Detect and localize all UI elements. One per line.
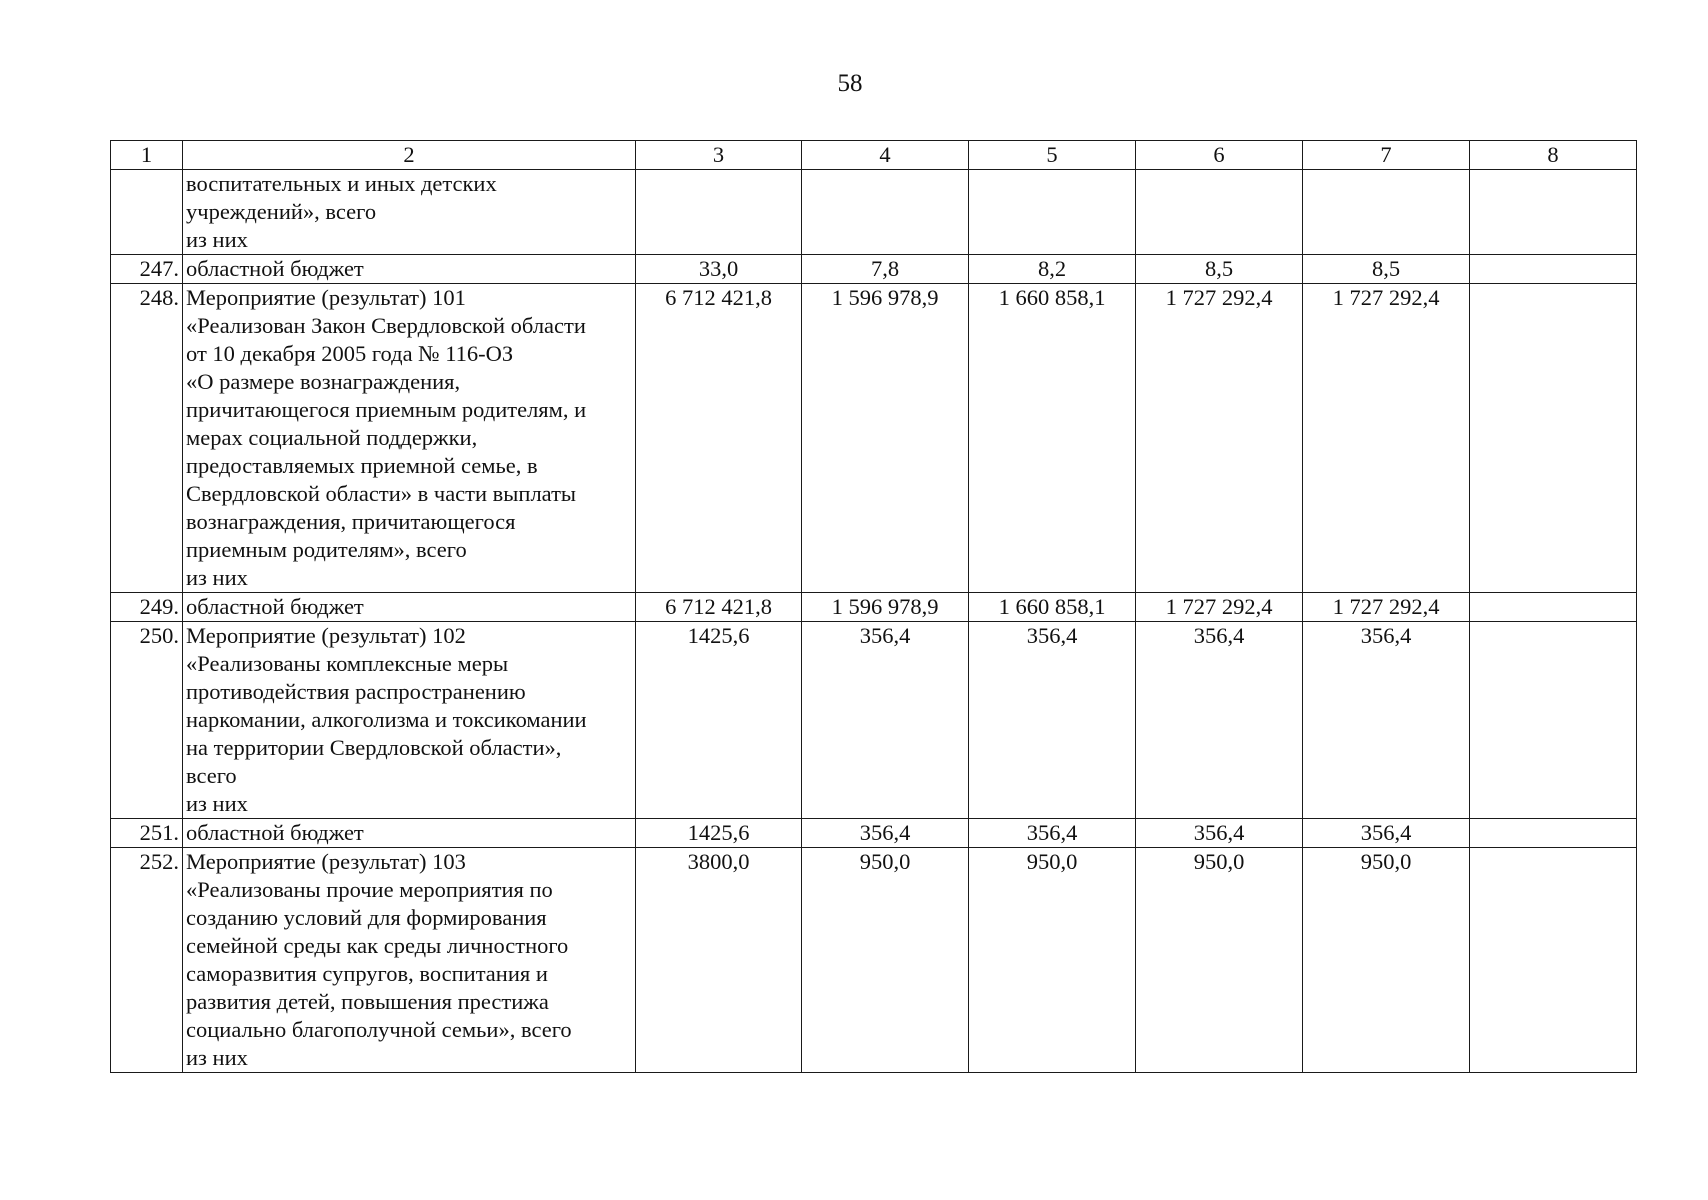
table-row — [111, 622, 1637, 819]
table-row — [111, 170, 1637, 255]
description-line: из них — [186, 1045, 248, 1070]
value-cell-col-7: 356,4 — [1303, 819, 1470, 848]
value-cell-col-4: 950,0 — [802, 848, 969, 1073]
description-line: учреждений», всего — [186, 199, 377, 224]
value-cell-col-5: 1 660 858,1 — [969, 284, 1136, 593]
value-cell-col-5: 950,0 — [969, 848, 1136, 1073]
page-number: 58 — [837, 70, 863, 97]
value-cell-col-4: 356,4 — [802, 622, 969, 819]
description-line: Свердловской области» в части выплаты — [186, 481, 577, 506]
value-cell-col-7: 1 727 292,4 — [1303, 284, 1470, 593]
description-line: на территории Свердловской области», — [186, 735, 562, 760]
value-cell-col-7 — [1303, 170, 1470, 255]
value-cell-col-8 — [1470, 255, 1637, 284]
row-description — [183, 593, 636, 622]
value-cell-col-4: 1 596 978,9 — [802, 593, 969, 622]
value-cell-col-5 — [969, 170, 1136, 255]
description-line: из них — [186, 227, 248, 252]
value-cell-col-6: 356,4 — [1136, 622, 1303, 819]
row-number: 248. — [111, 284, 183, 593]
row-number — [111, 170, 183, 255]
column-header: 4 — [802, 141, 969, 170]
description-line: «О размере вознаграждения, — [186, 369, 461, 394]
value-cell-col-5: 1 660 858,1 — [969, 593, 1136, 622]
row-number: 249. — [111, 593, 183, 622]
value-cell-col-3 — [636, 170, 802, 255]
budget-table — [110, 140, 1637, 1073]
value-cell-col-6: 950,0 — [1136, 848, 1303, 1073]
description-line: наркомании, алкоголизма и токсикомании — [186, 707, 587, 732]
row-number: 252. — [111, 848, 183, 1073]
value-cell-col-6: 1 727 292,4 — [1136, 284, 1303, 593]
column-header: 6 — [1136, 141, 1303, 170]
value-cell-col-4: 356,4 — [802, 819, 969, 848]
table-row — [111, 819, 1637, 848]
description-line: противодействия распространению — [186, 679, 526, 704]
row-number: 250. — [111, 622, 183, 819]
description-line: из них — [186, 565, 248, 590]
value-cell-col-5: 356,4 — [969, 819, 1136, 848]
description-line: Мероприятие (результат) 101 — [186, 285, 466, 310]
description-line: приемным родителям», всего — [186, 537, 467, 562]
row-description — [183, 622, 636, 819]
value-cell-col-6: 8,5 — [1136, 255, 1303, 284]
description-line: предоставляемых приемной семье, в — [186, 453, 538, 478]
value-cell-col-8 — [1470, 848, 1637, 1073]
value-cell-col-8 — [1470, 284, 1637, 593]
description-line: развития детей, повышения престижа — [186, 989, 549, 1014]
description-line: областной бюджет — [186, 256, 364, 281]
value-cell-col-7: 356,4 — [1303, 622, 1470, 819]
description-line: воспитательных и иных детских — [186, 171, 497, 196]
column-header: 8 — [1470, 141, 1637, 170]
value-cell-col-3: 6 712 421,8 — [636, 284, 802, 593]
value-cell-col-7: 1 727 292,4 — [1303, 593, 1470, 622]
value-cell-col-4 — [802, 170, 969, 255]
description-line: созданию условий для формирования — [186, 905, 547, 930]
row-description — [183, 819, 636, 848]
row-description — [183, 848, 636, 1073]
row-number: 247. — [111, 255, 183, 284]
description-line: мерах социальной поддержки, — [186, 425, 478, 450]
value-cell-col-7: 950,0 — [1303, 848, 1470, 1073]
value-cell-col-6: 356,4 — [1136, 819, 1303, 848]
value-cell-col-3: 6 712 421,8 — [636, 593, 802, 622]
value-cell-col-6 — [1136, 170, 1303, 255]
description-line: из них — [186, 791, 248, 816]
value-cell-col-4: 7,8 — [802, 255, 969, 284]
row-description — [183, 255, 636, 284]
value-cell-col-6: 1 727 292,4 — [1136, 593, 1303, 622]
value-cell-col-8 — [1470, 622, 1637, 819]
column-header: 7 — [1303, 141, 1470, 170]
value-cell-col-8 — [1470, 170, 1637, 255]
column-header: 2 — [183, 141, 636, 170]
column-header: 3 — [636, 141, 802, 170]
value-cell-col-3: 33,0 — [636, 255, 802, 284]
table-row — [111, 284, 1637, 593]
value-cell-col-8 — [1470, 593, 1637, 622]
column-number-row — [111, 141, 1637, 170]
description-line: социально благополучной семьи», всего — [186, 1017, 572, 1042]
row-description — [183, 170, 636, 255]
value-cell-col-3: 3800,0 — [636, 848, 802, 1073]
description-line: причитающегося приемным родителям, и — [186, 397, 587, 422]
description-line: семейной среды как среды личностного — [186, 933, 569, 958]
description-line: областной бюджет — [186, 820, 364, 845]
table-row — [111, 848, 1637, 1073]
value-cell-col-8 — [1470, 819, 1637, 848]
row-description — [183, 284, 636, 593]
description-line: «Реализованы комплексные меры — [186, 651, 509, 676]
description-line: саморазвития супругов, воспитания и — [186, 961, 548, 986]
description-line: вознаграждения, причитающегося — [186, 509, 516, 534]
value-cell-col-3: 1425,6 — [636, 622, 802, 819]
description-line: «Реализованы прочие мероприятия по — [186, 877, 553, 902]
table-body — [111, 170, 1637, 1073]
description-line: «Реализован Закон Свердловской области — [186, 313, 586, 338]
description-line: Мероприятие (результат) 103 — [186, 849, 466, 874]
value-cell-col-5: 356,4 — [969, 622, 1136, 819]
value-cell-col-3: 1425,6 — [636, 819, 802, 848]
table-row — [111, 255, 1637, 284]
table-row — [111, 593, 1637, 622]
column-header: 1 — [111, 141, 183, 170]
column-header: 5 — [969, 141, 1136, 170]
value-cell-col-5: 8,2 — [969, 255, 1136, 284]
description-line: Мероприятие (результат) 102 — [186, 623, 466, 648]
description-line: всего — [186, 763, 237, 788]
value-cell-col-4: 1 596 978,9 — [802, 284, 969, 593]
value-cell-col-7: 8,5 — [1303, 255, 1470, 284]
description-line: областной бюджет — [186, 594, 364, 619]
row-number: 251. — [111, 819, 183, 848]
description-line: от 10 декабря 2005 года № 116-ОЗ — [186, 341, 514, 366]
